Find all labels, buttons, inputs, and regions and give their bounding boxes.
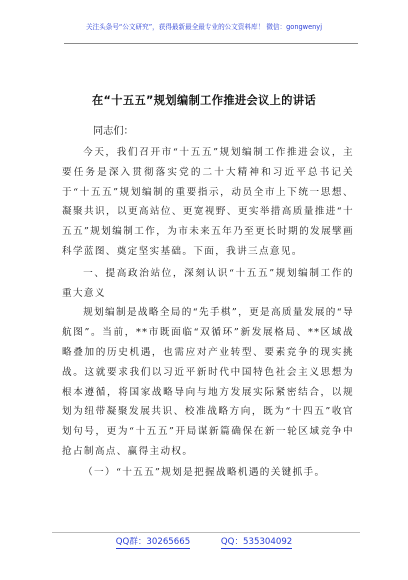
document-title: 在“十五五”规划编制工作推进会议上的讲话 <box>91 94 317 107</box>
paragraph-intro: 今天，我们召开市“十五五”规划编制工作推进会议，主要任务是深入贯彻落实党的二十大精神和习近平总书记关于“十五五”规划编制的重要指示，动员全市上下统一思想、凝聚共识，以更高站位、更宽视野、更实举措高质量推进“十五五”规划编制工作，为市未来五年乃至更长时期的发展擘画科学蓝图、奠定坚实基础。下面，我讲三点意见。 <box>62 147 354 257</box>
qq-group-link[interactable]: QQ群：30265665 <box>115 537 191 547</box>
subsection-heading-1: （一）“十五五”规划是把握战略机遇的关键抓手。 <box>83 466 326 478</box>
footer-divider <box>52 532 360 533</box>
qq-link[interactable]: QQ：535304092 <box>220 537 293 547</box>
document-body <box>62 143 354 483</box>
footer <box>0 537 408 549</box>
paragraph-section-1: 规划编制是战略全局的“先手棋”，更是高质量发展的“导航图”。当前，**市既面临“双循环”新发展格局、**区域战略叠加的历史机遇，也需应对产业转型、要素竞争的现实挑战。这就要求我们以习近平新时代中国特色社会主义思想为根本遵循，将国家战略导向与地方发展实际紧密结合，以规划为纽带凝聚发展共识、校准战略方向，既为“十四五”收官划句号，更为“十五五”开局谋新篇确保在新一轮区域竞争中抢占制高点、赢得主动权。 <box>62 307 354 457</box>
section-heading-1: 一、提高政治站位，深刻认识“十五五”规划编制工作的重大意义 <box>62 267 354 299</box>
header-divider <box>64 43 358 44</box>
header-banner: 关注头条号“公文研究”，获得最新最全最专业的公文资料库！ 微信：gongwenyj <box>85 23 323 31</box>
salutation: 同志们： <box>93 126 134 137</box>
